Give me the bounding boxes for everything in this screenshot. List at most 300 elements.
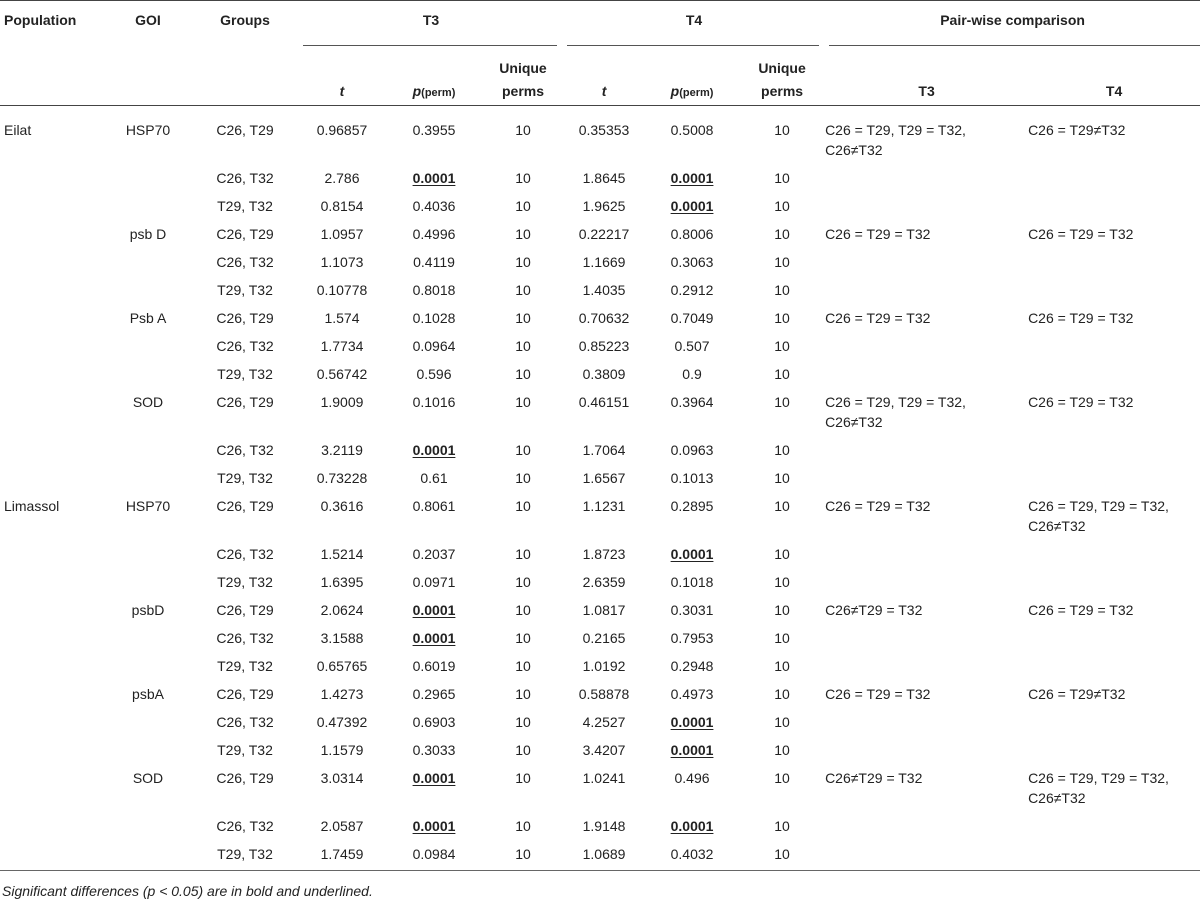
cell-t3-unique-perms: 10 bbox=[515, 713, 531, 730]
cell-t4-unique-perms: 10 bbox=[774, 601, 790, 618]
cell-population bbox=[0, 272, 105, 300]
cell-pairwise-t3: C26 = T29, T29 = T32, C26≠T32 bbox=[825, 121, 966, 158]
cell-goi bbox=[105, 460, 191, 488]
cell-pairwise-t3 bbox=[825, 460, 1028, 488]
cell-t4-t: 1.7064 bbox=[582, 441, 626, 458]
cell-t3-unique-perms: 10 bbox=[515, 657, 531, 674]
cell-groups: C26, T29 bbox=[216, 309, 274, 326]
cell-t3-unique-perms: 10 bbox=[515, 685, 531, 702]
cell-t3-t: 1.0957 bbox=[320, 225, 364, 242]
cell-groups: T29, T32 bbox=[217, 573, 273, 590]
cell-t4-t: 3.4207 bbox=[582, 741, 626, 758]
cell-pairwise-t4 bbox=[1028, 356, 1200, 384]
cell-pairwise-t4: C26 = T29 = T32 bbox=[1028, 601, 1134, 618]
header-t4: T4 bbox=[563, 1, 825, 37]
cell-t4-t: 1.0192 bbox=[582, 657, 626, 674]
cell-t4-unique-perms: 10 bbox=[774, 169, 790, 186]
cell-t4-unique-perms: 10 bbox=[774, 469, 790, 486]
cell-t4-p: 0.7049 bbox=[670, 309, 714, 326]
cell-t3-unique-perms: 10 bbox=[515, 629, 531, 646]
cell-groups: C26, T29 bbox=[216, 393, 274, 410]
cell-t3-p: 0.4996 bbox=[412, 225, 456, 242]
cell-groups: T29, T32 bbox=[217, 741, 273, 758]
cell-population bbox=[0, 676, 105, 704]
cell-t4-p: 0.5008 bbox=[670, 121, 714, 138]
cell-t4-p: 0.496 bbox=[674, 769, 710, 786]
cell-goi: SOD bbox=[132, 769, 164, 786]
cell-groups: C26, T32 bbox=[216, 169, 274, 186]
header-pairwise-t3: T3 bbox=[918, 82, 935, 99]
cell-t3-unique-perms: 10 bbox=[515, 197, 531, 214]
cell-t4-unique-perms: 10 bbox=[774, 365, 790, 382]
cell-t3-t: 0.8154 bbox=[320, 197, 364, 214]
cell-t4-unique-perms: 10 bbox=[774, 309, 790, 326]
cell-pairwise-t4 bbox=[1028, 732, 1200, 760]
cell-pairwise-t4 bbox=[1028, 808, 1200, 836]
cell-t4-t: 1.4035 bbox=[582, 281, 626, 298]
cell-t3-unique-perms: 10 bbox=[515, 573, 531, 590]
cell-t3-t: 2.0587 bbox=[320, 817, 364, 834]
cell-t4-t: 0.58878 bbox=[578, 685, 630, 702]
cell-t4-unique-perms: 10 bbox=[774, 573, 790, 590]
cell-pairwise-t3 bbox=[825, 564, 1028, 592]
cell-goi bbox=[105, 536, 191, 564]
cell-pairwise-t3 bbox=[825, 648, 1028, 676]
cell-population bbox=[0, 592, 105, 620]
cell-t3-t: 3.0314 bbox=[320, 769, 364, 786]
table-row bbox=[0, 732, 1200, 760]
cell-groups: C26, T32 bbox=[216, 629, 274, 646]
cell-population bbox=[0, 216, 105, 244]
cell-t4-p: 0.3063 bbox=[670, 253, 714, 270]
cell-t4-unique-perms: 10 bbox=[774, 685, 790, 702]
cell-population bbox=[0, 808, 105, 836]
cell-t3-t: 0.73228 bbox=[316, 469, 368, 486]
cell-groups: C26, T29 bbox=[216, 497, 274, 514]
cell-groups: C26, T29 bbox=[216, 685, 274, 702]
cell-pairwise-t4 bbox=[1028, 564, 1200, 592]
cell-goi bbox=[105, 356, 191, 384]
cell-goi bbox=[105, 808, 191, 836]
cell-population: Limassol bbox=[4, 497, 60, 514]
cell-t4-p: 0.9 bbox=[682, 365, 702, 382]
cell-t3-p: 0.3033 bbox=[412, 741, 456, 758]
cell-t3-p: 0.0971 bbox=[412, 573, 456, 590]
cell-t3-unique-perms: 10 bbox=[515, 365, 531, 382]
cell-t4-p: 0.2948 bbox=[670, 657, 714, 674]
cell-groups: C26, T29 bbox=[216, 121, 274, 138]
cell-population bbox=[0, 536, 105, 564]
cell-population bbox=[0, 648, 105, 676]
table-row bbox=[0, 460, 1200, 488]
cell-goi: HSP70 bbox=[125, 121, 171, 138]
header-t4-t: t bbox=[601, 82, 607, 99]
cell-goi bbox=[105, 244, 191, 272]
cell-pairwise-t4 bbox=[1028, 244, 1200, 272]
table-row bbox=[0, 188, 1200, 216]
cell-t3-t: 1.1073 bbox=[320, 253, 364, 270]
cell-t4-p: 0.0001 bbox=[670, 197, 714, 214]
cell-t4-t: 1.1669 bbox=[582, 253, 626, 270]
table-row bbox=[0, 564, 1200, 592]
cell-t3-unique-perms: 10 bbox=[515, 225, 531, 242]
cell-goi: psb D bbox=[129, 225, 167, 242]
cell-t3-t: 1.574 bbox=[324, 309, 360, 326]
cell-t3-t: 0.65765 bbox=[316, 657, 368, 674]
cell-t3-p: 0.61 bbox=[420, 469, 448, 486]
cell-pairwise-t3 bbox=[825, 620, 1028, 648]
cell-t4-p: 0.0001 bbox=[670, 545, 714, 562]
table-row bbox=[0, 216, 1200, 244]
cell-t3-p: 0.0001 bbox=[412, 817, 456, 834]
cell-t3-t: 1.5214 bbox=[320, 545, 364, 562]
cell-t4-p: 0.8006 bbox=[670, 225, 714, 242]
cell-goi bbox=[105, 160, 191, 188]
cell-goi: psbD bbox=[131, 601, 165, 618]
cell-groups: C26, T32 bbox=[216, 713, 274, 730]
cell-pairwise-t3 bbox=[825, 188, 1028, 216]
cell-t4-unique-perms: 10 bbox=[774, 441, 790, 458]
cell-pairwise-t4 bbox=[1028, 432, 1200, 460]
cell-t3-p: 0.0984 bbox=[412, 845, 456, 862]
cell-t3-p: 0.3955 bbox=[412, 121, 456, 138]
cell-goi bbox=[105, 432, 191, 460]
cell-pairwise-t3: C26 = T29 = T32 bbox=[825, 225, 931, 242]
table-row bbox=[0, 836, 1200, 871]
table-row bbox=[0, 328, 1200, 356]
cell-t4-t: 0.85223 bbox=[578, 337, 630, 354]
cell-pairwise-t3 bbox=[825, 836, 1028, 871]
cell-goi bbox=[105, 188, 191, 216]
cell-t3-t: 1.7734 bbox=[320, 337, 364, 354]
table-row bbox=[0, 356, 1200, 384]
cell-t3-unique-perms: 10 bbox=[515, 281, 531, 298]
cell-t4-t: 1.1231 bbox=[582, 497, 626, 514]
cell-t3-unique-perms: 10 bbox=[515, 601, 531, 618]
cell-pairwise-t4: C26 = T29≠T32 bbox=[1028, 121, 1126, 138]
cell-groups: T29, T32 bbox=[217, 281, 273, 298]
header-row-2 bbox=[0, 37, 1200, 106]
cell-population bbox=[0, 160, 105, 188]
cell-groups: C26, T32 bbox=[216, 253, 274, 270]
table-row bbox=[0, 592, 1200, 620]
cell-t3-unique-perms: 10 bbox=[515, 469, 531, 486]
table-row bbox=[0, 300, 1200, 328]
cell-pairwise-t3 bbox=[825, 432, 1028, 460]
cell-t3-p: 0.596 bbox=[416, 365, 452, 382]
cell-population bbox=[0, 836, 105, 871]
cell-t3-t: 3.1588 bbox=[320, 629, 364, 646]
cell-pairwise-t3: C26 = T29 = T32 bbox=[825, 685, 931, 702]
table-row bbox=[0, 620, 1200, 648]
cell-t3-p: 0.0001 bbox=[412, 769, 456, 786]
cell-t3-unique-perms: 10 bbox=[515, 169, 531, 186]
cell-pairwise-t4 bbox=[1028, 648, 1200, 676]
cell-t4-t: 0.35353 bbox=[578, 121, 630, 138]
cell-t4-t: 1.0241 bbox=[582, 769, 626, 786]
cell-goi bbox=[105, 328, 191, 356]
cell-groups: T29, T32 bbox=[217, 365, 273, 382]
cell-t4-t: 2.6359 bbox=[582, 573, 626, 590]
cell-pairwise-t4 bbox=[1028, 836, 1200, 871]
cell-population bbox=[0, 188, 105, 216]
cell-t3-t: 0.10778 bbox=[316, 281, 368, 298]
cell-t4-unique-perms: 10 bbox=[774, 121, 790, 138]
cell-t3-p: 0.0001 bbox=[412, 601, 456, 618]
cell-t4-unique-perms: 10 bbox=[774, 393, 790, 410]
cell-t4-t: 1.9625 bbox=[582, 197, 626, 214]
cell-pairwise-t4 bbox=[1028, 328, 1200, 356]
cell-t4-unique-perms: 10 bbox=[774, 545, 790, 562]
cell-t4-unique-perms: 10 bbox=[774, 769, 790, 786]
footnote: Significant differences (p < 0.05) are in bold and underlined. bbox=[2, 882, 373, 899]
cell-t4-t: 0.22217 bbox=[578, 225, 630, 242]
cell-t3-p: 0.2965 bbox=[412, 685, 456, 702]
cell-t4-unique-perms: 10 bbox=[774, 253, 790, 270]
cell-t4-t: 1.0689 bbox=[582, 845, 626, 862]
cell-groups: C26, T29 bbox=[216, 601, 274, 618]
cell-t3-t: 1.6395 bbox=[320, 573, 364, 590]
cell-groups: T29, T32 bbox=[217, 657, 273, 674]
cell-pairwise-t4 bbox=[1028, 272, 1200, 300]
cell-population bbox=[0, 384, 105, 432]
header-t3-t: t bbox=[339, 82, 345, 99]
cell-t4-unique-perms: 10 bbox=[774, 657, 790, 674]
cell-population: Eilat bbox=[4, 121, 32, 138]
cell-population bbox=[0, 328, 105, 356]
cell-t4-p: 0.0001 bbox=[670, 817, 714, 834]
table-row bbox=[0, 648, 1200, 676]
cell-pairwise-t4: C26 = T29, T29 = T32, C26≠T32 bbox=[1028, 769, 1169, 806]
cell-t3-p: 0.1028 bbox=[412, 309, 456, 326]
header-pairwise: Pair-wise comparison bbox=[825, 1, 1200, 37]
cell-t4-t: 1.0817 bbox=[582, 601, 626, 618]
cell-pairwise-t3 bbox=[825, 732, 1028, 760]
cell-t3-p: 0.6019 bbox=[412, 657, 456, 674]
cell-population bbox=[0, 432, 105, 460]
cell-t4-unique-perms: 10 bbox=[774, 741, 790, 758]
cell-t4-p: 0.0001 bbox=[670, 713, 714, 730]
cell-t3-p: 0.8061 bbox=[412, 497, 456, 514]
cell-goi bbox=[105, 648, 191, 676]
cell-goi: SOD bbox=[132, 393, 164, 410]
cell-t3-unique-perms: 10 bbox=[515, 741, 531, 758]
cell-t3-unique-perms: 10 bbox=[515, 337, 531, 354]
table-row bbox=[0, 704, 1200, 732]
cell-t3-p: 0.0001 bbox=[412, 441, 456, 458]
cell-goi bbox=[105, 620, 191, 648]
table-row bbox=[0, 432, 1200, 460]
cell-pairwise-t3 bbox=[825, 328, 1028, 356]
cell-t3-t: 0.96857 bbox=[316, 121, 368, 138]
cell-pairwise-t3 bbox=[825, 244, 1028, 272]
table-row bbox=[0, 384, 1200, 432]
cell-t3-unique-perms: 10 bbox=[515, 121, 531, 138]
table-row bbox=[0, 105, 1200, 160]
cell-t3-t: 3.2119 bbox=[321, 441, 363, 458]
header-pairwise-t4: T4 bbox=[1105, 82, 1123, 99]
cell-population bbox=[0, 300, 105, 328]
cell-pairwise-t3 bbox=[825, 272, 1028, 300]
cell-goi: psbA bbox=[132, 685, 164, 702]
cell-t3-p: 0.0001 bbox=[412, 629, 456, 646]
cell-population bbox=[0, 620, 105, 648]
cell-t4-p: 0.4973 bbox=[670, 685, 714, 702]
cell-pairwise-t3: C26 = T29, T29 = T32, C26≠T32 bbox=[825, 393, 966, 430]
cell-goi bbox=[105, 836, 191, 871]
cell-t4-unique-perms: 10 bbox=[774, 817, 790, 834]
cell-t4-p: 0.0963 bbox=[670, 441, 714, 458]
cell-t4-p: 0.7953 bbox=[670, 629, 714, 646]
cell-t4-p: 0.2912 bbox=[670, 281, 714, 298]
cell-t3-t: 1.9009 bbox=[320, 393, 364, 410]
cell-t3-unique-perms: 10 bbox=[515, 497, 531, 514]
cell-pairwise-t3: C26 = T29 = T32 bbox=[825, 497, 931, 514]
cell-t3-p: 0.2037 bbox=[412, 545, 456, 562]
cell-population bbox=[0, 760, 105, 808]
cell-t3-p: 0.0001 bbox=[412, 169, 456, 186]
cell-t4-p: 0.0001 bbox=[670, 741, 714, 758]
header-groups: Groups bbox=[220, 12, 270, 28]
cell-t3-unique-perms: 10 bbox=[515, 253, 531, 270]
cell-pairwise-t3: C26≠T29 = T32 bbox=[825, 601, 923, 618]
cell-pairwise-t4 bbox=[1028, 620, 1200, 648]
cell-t3-p: 0.0964 bbox=[412, 337, 456, 354]
cell-t4-t: 4.2527 bbox=[582, 713, 626, 730]
cell-groups: C26, T32 bbox=[216, 545, 274, 562]
cell-pairwise-t3 bbox=[825, 356, 1028, 384]
cell-groups: C26, T32 bbox=[216, 817, 274, 834]
cell-goi bbox=[105, 704, 191, 732]
cell-population bbox=[0, 732, 105, 760]
cell-t4-t: 0.2165 bbox=[582, 629, 626, 646]
header-goi: GOI bbox=[135, 12, 161, 28]
cell-t4-unique-perms: 10 bbox=[774, 713, 790, 730]
cell-t3-unique-perms: 10 bbox=[515, 769, 531, 786]
cell-goi bbox=[105, 272, 191, 300]
cell-population bbox=[0, 704, 105, 732]
cell-pairwise-t4: C26 = T29 = T32 bbox=[1028, 393, 1134, 410]
cell-t4-unique-perms: 10 bbox=[774, 845, 790, 862]
cell-pairwise-t4 bbox=[1028, 188, 1200, 216]
cell-t4-t: 1.8723 bbox=[582, 545, 626, 562]
cell-t3-t: 0.47392 bbox=[316, 713, 368, 730]
cell-t4-p: 0.3964 bbox=[670, 393, 714, 410]
cell-t3-unique-perms: 10 bbox=[515, 845, 531, 862]
cell-pairwise-t4: C26 = T29 = T32 bbox=[1028, 225, 1134, 242]
cell-t3-p: 0.8018 bbox=[412, 281, 456, 298]
cell-t4-unique-perms: 10 bbox=[774, 629, 790, 646]
cell-t4-t: 1.9148 bbox=[582, 817, 626, 834]
table-row bbox=[0, 244, 1200, 272]
cell-t3-p: 0.6903 bbox=[412, 713, 456, 730]
table-row bbox=[0, 676, 1200, 704]
header-population: Population bbox=[4, 12, 77, 28]
cell-t3-unique-perms: 10 bbox=[515, 441, 531, 458]
cell-groups: C26, T29 bbox=[216, 225, 274, 242]
cell-groups: C26, T29 bbox=[216, 769, 274, 786]
cell-t4-unique-perms: 10 bbox=[774, 337, 790, 354]
cell-t4-p: 0.4032 bbox=[670, 845, 714, 862]
cell-pairwise-t3: C26≠T29 = T32 bbox=[825, 769, 923, 786]
cell-pairwise-t3 bbox=[825, 808, 1028, 836]
cell-population bbox=[0, 356, 105, 384]
cell-t4-p: 0.1018 bbox=[670, 573, 714, 590]
cell-t4-p: 0.1013 bbox=[670, 469, 714, 486]
cell-t3-t: 2.0624 bbox=[320, 601, 364, 618]
cell-t3-t: 0.56742 bbox=[316, 365, 368, 382]
cell-population bbox=[0, 564, 105, 592]
cell-t4-t: 0.3809 bbox=[582, 365, 626, 382]
cell-population bbox=[0, 460, 105, 488]
cell-t3-unique-perms: 10 bbox=[515, 309, 531, 326]
cell-t3-t: 1.1579 bbox=[320, 741, 364, 758]
header-t3-p: p(perm) bbox=[412, 82, 456, 99]
table-row bbox=[0, 488, 1200, 536]
header-t4-unique-perms: Unique perms bbox=[758, 59, 806, 99]
cell-t4-t: 0.46151 bbox=[578, 393, 630, 410]
cell-t3-t: 1.4273 bbox=[320, 685, 364, 702]
cell-t3-t: 2.786 bbox=[324, 169, 360, 186]
table-row bbox=[0, 536, 1200, 564]
cell-t4-p: 0.2895 bbox=[670, 497, 714, 514]
cell-t4-p: 0.3031 bbox=[670, 601, 714, 618]
cell-t3-p: 0.1016 bbox=[412, 393, 456, 410]
header-t4-p: p(perm) bbox=[670, 82, 714, 99]
cell-pairwise-t4 bbox=[1028, 460, 1200, 488]
cell-groups: C26, T32 bbox=[216, 441, 274, 458]
table-row bbox=[0, 808, 1200, 836]
cell-pairwise-t4: C26 = T29 = T32 bbox=[1028, 309, 1134, 326]
cell-pairwise-t4 bbox=[1028, 160, 1200, 188]
cell-t3-unique-perms: 10 bbox=[515, 545, 531, 562]
cell-pairwise-t3 bbox=[825, 160, 1028, 188]
cell-t3-t: 1.7459 bbox=[320, 845, 364, 862]
cell-pairwise-t3 bbox=[825, 704, 1028, 732]
cell-t3-p: 0.4036 bbox=[412, 197, 456, 214]
table-row bbox=[0, 272, 1200, 300]
cell-goi bbox=[105, 564, 191, 592]
header-t3-unique-perms: Unique perms bbox=[499, 59, 547, 99]
cell-t3-t: 0.3616 bbox=[320, 497, 364, 514]
cell-pairwise-t3: C26 = T29 = T32 bbox=[825, 309, 931, 326]
cell-groups: T29, T32 bbox=[217, 197, 273, 214]
cell-groups: T29, T32 bbox=[217, 845, 273, 862]
cell-t3-unique-perms: 10 bbox=[515, 817, 531, 834]
cell-pairwise-t3 bbox=[825, 536, 1028, 564]
cell-groups: T29, T32 bbox=[217, 469, 273, 486]
cell-t4-t: 1.8645 bbox=[582, 169, 626, 186]
cell-t4-unique-perms: 10 bbox=[774, 225, 790, 242]
cell-t4-t: 0.70632 bbox=[578, 309, 630, 326]
cell-pairwise-t4: C26 = T29, T29 = T32, C26≠T32 bbox=[1028, 497, 1169, 534]
header-row-1 bbox=[0, 1, 1200, 37]
cell-goi: HSP70 bbox=[125, 497, 171, 514]
cell-t3-p: 0.4119 bbox=[413, 253, 455, 270]
header-t3: T3 bbox=[299, 1, 563, 37]
cell-t4-unique-perms: 10 bbox=[774, 497, 790, 514]
cell-goi: Psb A bbox=[129, 309, 167, 326]
cell-pairwise-t4 bbox=[1028, 704, 1200, 732]
cell-t4-p: 0.0001 bbox=[670, 169, 714, 186]
table-row bbox=[0, 160, 1200, 188]
table-row bbox=[0, 760, 1200, 808]
cell-t3-unique-perms: 10 bbox=[515, 393, 531, 410]
cell-t4-t: 1.6567 bbox=[582, 469, 626, 486]
cell-pairwise-t4: C26 = T29≠T32 bbox=[1028, 685, 1126, 702]
cell-population bbox=[0, 244, 105, 272]
table-body bbox=[0, 105, 1200, 870]
